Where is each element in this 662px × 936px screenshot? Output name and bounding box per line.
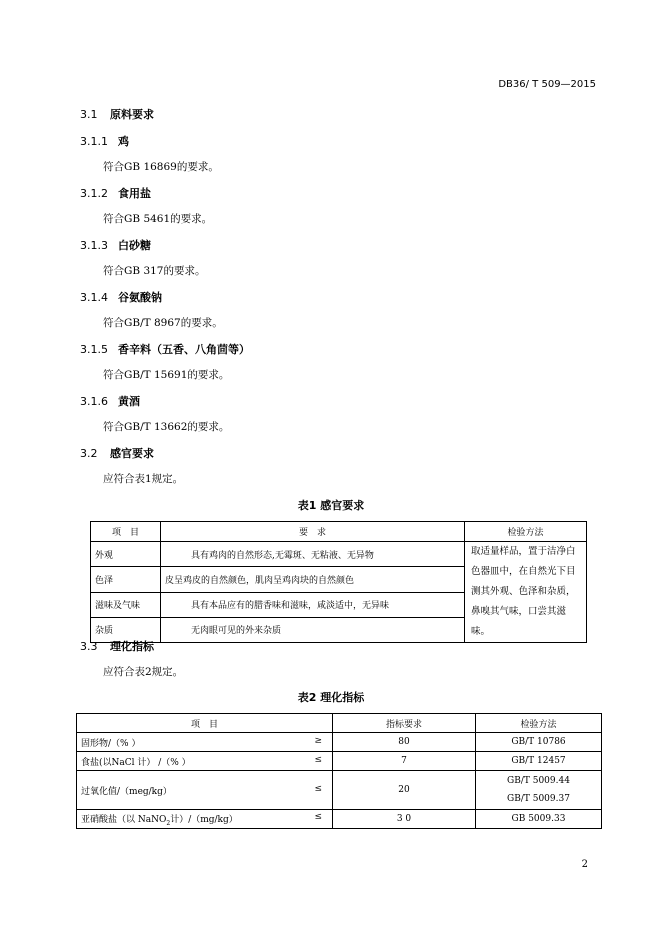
section-number: 3.1.5 — [80, 343, 108, 356]
table-cell — [77, 752, 333, 771]
section-number: 3.1.6 — [80, 395, 108, 408]
table-cell: 皮呈鸡皮的自然颜色，肌肉呈鸡肉块的自然颜色 — [161, 567, 465, 592]
table-row — [77, 752, 602, 771]
section-text: 符合GB/T 8967的要求。 — [103, 317, 223, 329]
section-text: 应符合表1规定。 — [103, 473, 184, 485]
section-number: 3.3 — [80, 640, 98, 653]
method-line: GB/T 5009.44 — [507, 776, 570, 786]
section-title: 黄酒 — [118, 395, 140, 408]
table-cell: 滋味及气味 — [91, 592, 161, 617]
table-cell — [77, 810, 333, 829]
section-title: 感官要求 — [110, 447, 154, 460]
section-text: 符合GB 317的要求。 — [103, 265, 206, 277]
section-heading — [80, 638, 154, 654]
page-number: 2 — [581, 859, 588, 870]
table-header: 项 目 — [77, 714, 333, 733]
table-cell — [77, 733, 333, 752]
table-cell: 80 — [333, 733, 476, 752]
section-number: 3.1.3 — [80, 239, 108, 252]
section-heading — [80, 445, 154, 461]
item-name-part: 计）/（mg/kg） — [170, 814, 238, 825]
table-cell: 杂质 — [91, 617, 161, 642]
section-number: 3.1.4 — [80, 291, 108, 304]
item-name: 固形物/（% ） — [81, 738, 141, 749]
table-cell: GB/T 10786 — [476, 733, 602, 752]
table-header: 检验方法 — [465, 522, 587, 542]
table-cell: 色泽 — [91, 567, 161, 592]
section-title: 谷氨酸钠 — [118, 291, 162, 304]
item-name — [81, 812, 238, 827]
item-name-subscript: 2 — [166, 819, 171, 827]
item-name: 过氧化值/（meg/kg） — [81, 786, 172, 797]
table-cell — [476, 771, 602, 810]
table-row — [77, 733, 602, 752]
section-heading — [80, 106, 154, 122]
relation-symbol: ≤ — [314, 811, 322, 822]
section-title: 食用盐 — [118, 187, 151, 200]
item-name-part: 亚硝酸盐（以 NaNO — [81, 814, 167, 825]
table-cell: GB/T 12457 — [476, 752, 602, 771]
section-heading — [80, 237, 151, 253]
section-number: 3.2 — [80, 447, 98, 460]
physicochemical-table — [76, 713, 602, 829]
section-title: 鸡 — [118, 135, 129, 148]
table-row — [77, 810, 602, 829]
table-cell: 7 — [333, 752, 476, 771]
section-title: 香辛料（五香、八角茴等） — [118, 343, 250, 356]
section-heading — [80, 341, 250, 357]
table-cell: 具有鸡肉的自然形态,无霉斑、无粘液、无异物 — [161, 542, 465, 567]
table-cell: 3 0 — [333, 810, 476, 829]
table-row — [91, 542, 587, 567]
section-heading — [80, 289, 162, 305]
table-cell: 外观 — [91, 542, 161, 567]
table-header: 检验方法 — [476, 714, 602, 733]
table-header: 指标要求 — [333, 714, 476, 733]
section-number: 3.1.1 — [80, 135, 108, 148]
section-number: 3.1.2 — [80, 187, 108, 200]
table-cell: 无肉眼可见的外来杂质 — [161, 617, 465, 642]
section-heading — [80, 185, 151, 201]
method-line: GB/T 5009.37 — [507, 794, 570, 804]
section-heading — [80, 393, 140, 409]
table-cell: GB 5009.33 — [476, 810, 602, 829]
item-name: 食盐(以NaCl 计） /（% ） — [81, 757, 191, 768]
section-title: 白砂糖 — [118, 239, 151, 252]
relation-symbol: ≤ — [314, 754, 322, 765]
table-header: 要 求 — [161, 522, 465, 542]
section-title: 原料要求 — [110, 108, 154, 121]
section-text: 符合GB/T 13662的要求。 — [103, 421, 230, 433]
table-row — [77, 771, 602, 810]
section-text: 符合GB/T 15691的要求。 — [103, 369, 230, 381]
section-number: 3.1 — [80, 108, 98, 121]
table1-caption: 表1 感官要求 — [297, 499, 365, 512]
section-text: 应符合表2规定。 — [103, 666, 184, 678]
table-header-row — [77, 714, 602, 733]
relation-symbol: ≥ — [314, 735, 322, 746]
table-cell: 20 — [333, 771, 476, 810]
table-header-row — [91, 522, 587, 542]
sensory-table — [90, 521, 587, 643]
table2-caption: 表2 理化指标 — [297, 691, 365, 704]
relation-symbol: ≤ — [314, 783, 322, 794]
table-cell: 具有本品应有的腊香味和滋味，咸淡适中，无异味 — [161, 592, 465, 617]
section-title: 理化指标 — [110, 640, 154, 653]
table-header: 项 目 — [91, 522, 161, 542]
inspection-method: 取适量样品，置于洁净白色器皿中，在自然光下目测其外观、色泽和杂质，鼻嗅其气味，口尝其滋味。 — [465, 542, 587, 643]
section-text: 符合GB 16869的要求。 — [103, 161, 219, 173]
document-header: DB36/ T 509—2015 — [498, 79, 596, 90]
section-heading — [80, 133, 129, 149]
table-cell — [77, 771, 333, 810]
section-text: 符合GB 5461的要求。 — [103, 213, 213, 225]
